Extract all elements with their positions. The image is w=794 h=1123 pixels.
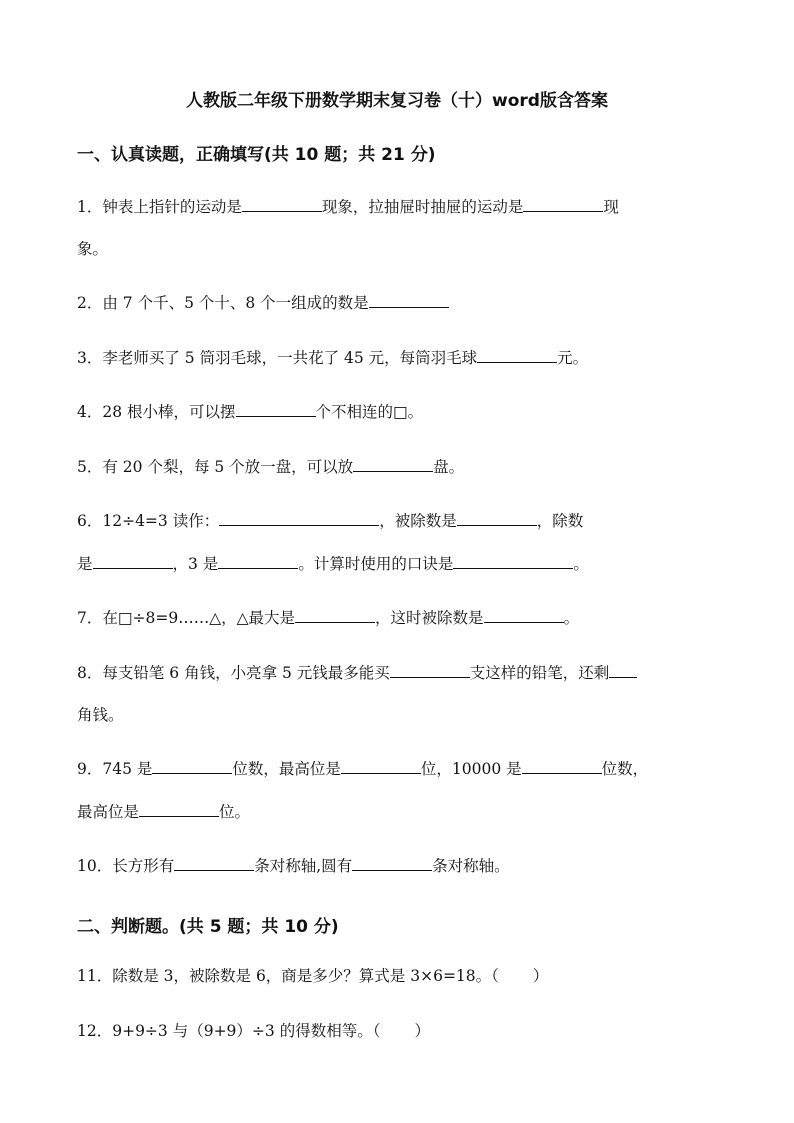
answer-blank[interactable] [609,663,637,678]
q6-text-a: 6．12÷4=3 读作： [77,512,220,530]
question-6-cont [77,543,727,585]
question-6 [77,500,727,542]
answer-blank[interactable] [219,511,379,526]
q9-text-f: 位。 [219,803,251,821]
answer-blank[interactable] [477,348,557,363]
answer-blank[interactable] [369,293,449,308]
answer-blank[interactable] [218,554,298,569]
q1-text-d: 象。 [77,240,109,258]
answer-blank[interactable] [353,457,433,472]
q4-text-b: 个不相连的□。 [315,403,424,421]
answer-blank[interactable] [352,856,432,871]
q6-text-g: 。 [573,555,589,573]
q7-text-c: 。 [563,609,580,627]
q6-text-b: ，被除数是 [379,512,457,530]
answer-blank[interactable] [174,856,254,871]
q7-text-b: ，这时被除数是 [375,609,484,627]
q7-text-a: 7．在□÷8=9……△，△最大是 [77,609,296,627]
q5-text-a: 5．有 20 个梨，每 5 个放一盘，可以放 [77,458,354,476]
answer-blank[interactable] [93,554,173,569]
answer-blank[interactable] [295,608,375,623]
answer-blank[interactable] [457,511,537,526]
section-1-heading: 一、认真读题，正确填写(共 10 题；共 21 分) [77,145,436,165]
q3-text-b: 元。 [557,349,589,367]
q6-text-e: ，3 是 [172,555,219,573]
q1-text-c: 现 [603,198,619,216]
question-3 [77,337,727,379]
q12-text-a: 12．9+9÷3 与（9+9）÷3 的得数相等。（ [77,1022,381,1040]
page-title: 人教版二年级下册数学期末复习卷（十）word版含答案 [186,91,608,111]
q8-text-c: 角钱。 [77,706,124,724]
question-11 [77,955,727,997]
q9-text-a: 9．745 是 [77,760,153,778]
question-9 [77,748,727,790]
q9-text-d: 位数， [601,760,649,778]
question-8-cont [77,694,727,736]
q3-text-a: 3．李老师买了 5 筒羽毛球，一共花了 45 元，每筒羽毛球 [77,349,478,367]
q8-text-b: 支这样的铅笔，还剩 [469,664,610,682]
question-4 [77,391,727,433]
q2-text-a: 2．由 7 个千、5 个十、8 个一组成的数是 [77,294,369,312]
question-9-cont [77,791,727,833]
question-5 [77,446,727,488]
question-12 [77,1010,727,1052]
answer-blank[interactable] [390,663,470,678]
q5-text-b: 盘。 [433,458,465,476]
answer-blank[interactable] [484,608,564,623]
q9-text-e: 最高位是 [77,803,140,821]
section-2-heading: 二、判断题。(共 5 题；共 10 分) [77,917,339,937]
q4-text-a: 4．28 根小棒，可以摆 [77,403,236,421]
question-8 [77,652,727,694]
q11-text-a: 11．除数是 3，被除数是 6，商是多少？算式是 3×6=18。（ [77,967,499,985]
q6-text-d: 是 [77,555,93,573]
answer-blank[interactable] [236,402,316,417]
answer-blank[interactable] [242,197,322,212]
question-7 [77,597,727,639]
answer-blank[interactable] [523,197,603,212]
q1-text-b: 现象，拉抽屉时抽屉的运动是 [321,198,524,216]
q11-text-b: ） [532,967,549,985]
answer-blank[interactable] [453,554,573,569]
q10-text-b: 条对称轴,圆有 [254,857,353,875]
question-2 [77,282,727,324]
answer-blank[interactable] [341,759,421,774]
q6-text-c: ，除数 [536,512,584,530]
question-1-cont [77,228,727,270]
q9-text-c: 位，10000 是 [420,760,522,778]
answer-blank[interactable] [522,759,602,774]
q8-text-a: 8．每支铅笔 6 角钱，小亮拿 5 元钱最多能买 [77,664,390,682]
answer-blank[interactable] [139,802,219,817]
question-10 [77,845,727,887]
answer-blank[interactable] [152,759,232,774]
q10-text-c: 条对称轴。 [432,857,510,875]
q12-text-b: ） [414,1022,430,1040]
question-1 [77,186,727,228]
q10-text-a: 10．长方形有 [77,857,175,875]
q9-text-b: 位数，最高位是 [232,760,341,778]
q1-text-a: 1．钟表上指针的运动是 [77,198,242,216]
q6-text-f: 。计算时使用的口诀是 [298,555,454,573]
